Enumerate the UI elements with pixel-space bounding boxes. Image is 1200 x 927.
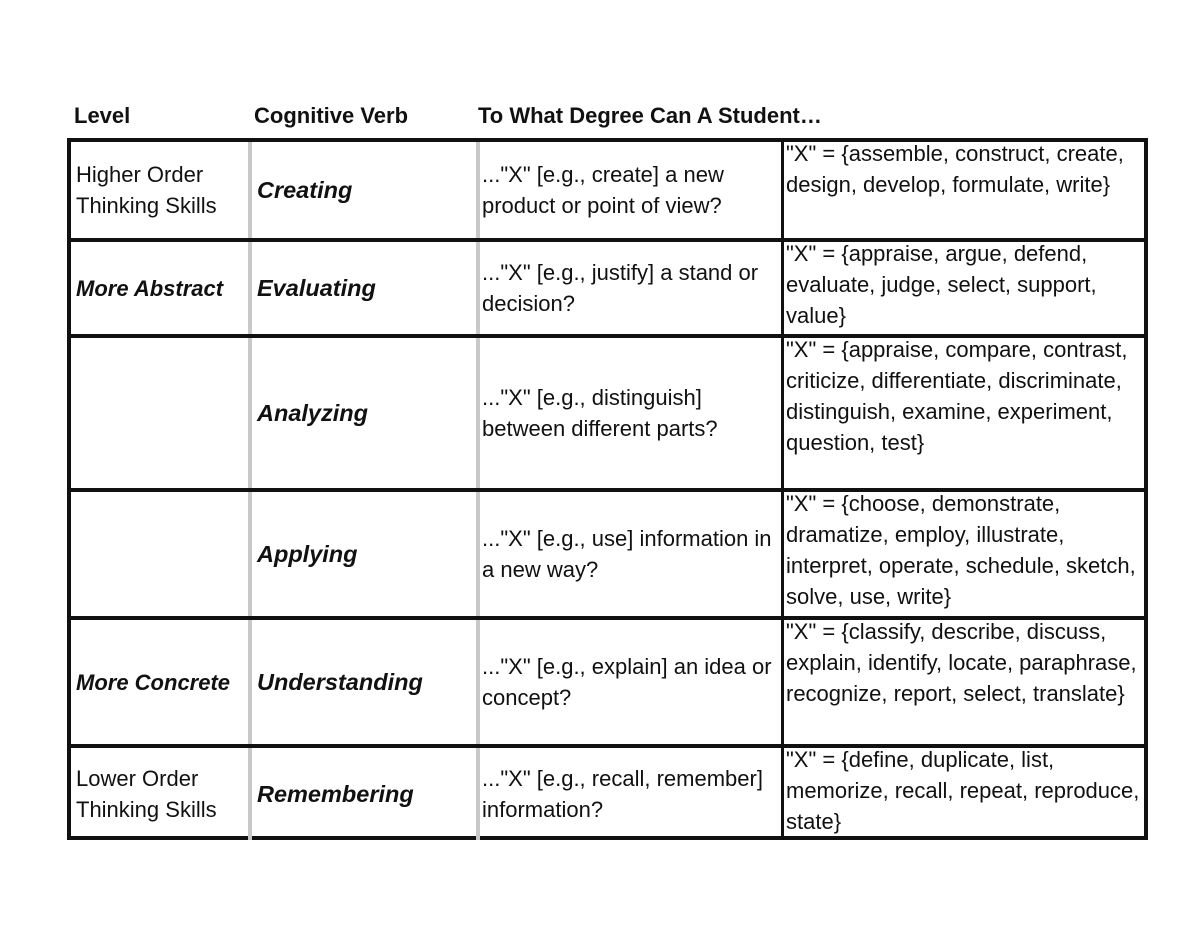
examples-cell (785, 142, 1148, 238)
verb-cell: Evaluating (257, 274, 376, 301)
table-row-understanding (71, 616, 1144, 744)
table-row-remembering (71, 744, 1144, 840)
header-degree: To What Degree Can A Student… (478, 103, 822, 128)
level-cell (71, 492, 249, 616)
examples-text: "X" = {define, duplicate, list, memorize, recall, repeat, reproduce, state} (786, 747, 1140, 834)
level-cell (71, 338, 249, 488)
examples-text: "X" = {appraise, argue, defend, evaluate, judge, select, support, value} (786, 241, 1097, 328)
degree-cell: ..."X" [e.g., recall, remember] information? (482, 766, 763, 822)
column-divider (781, 748, 784, 840)
degree-cell: ..."X" [e.g., justify] a stand or decision? (482, 260, 759, 316)
column-divider (248, 492, 252, 616)
blooms-taxonomy-table (67, 138, 1148, 840)
column-divider (476, 492, 480, 616)
level-cell: Higher Order Thinking Skills (76, 162, 217, 218)
column-divider (248, 620, 252, 744)
level-cell: Lower Order Thinking Skills (76, 766, 217, 822)
table-row-creating (71, 142, 1144, 238)
column-divider (781, 620, 784, 744)
examples-cell (785, 492, 1148, 616)
column-divider (248, 748, 252, 840)
examples-cell (785, 242, 1148, 334)
column-divider (248, 242, 252, 334)
column-divider (781, 338, 784, 488)
column-divider (476, 748, 480, 840)
verb-cell: Analyzing (257, 399, 368, 426)
degree-cell: ..."X" [e.g., use] information in a new way? (482, 526, 772, 582)
column-divider (476, 620, 480, 744)
table-row-evaluating (71, 238, 1144, 334)
examples-text: "X" = {choose, demonstrate, dramatize, employ, illustrate, interpret, operate, schedule, sketch, solve, use, write} (786, 491, 1136, 609)
column-divider (248, 338, 252, 488)
column-divider (476, 142, 480, 238)
examples-cell (785, 620, 1148, 744)
verb-cell: Remembering (257, 780, 414, 807)
degree-cell: ..."X" [e.g., create] a new product or point of view? (482, 162, 724, 218)
header-level: Level (74, 103, 131, 128)
examples-cell (785, 748, 1148, 840)
table-row-applying (71, 488, 1144, 616)
examples-text: "X" = {assemble, construct, create, design, develop, formulate, write} (786, 141, 1124, 197)
column-divider (248, 142, 252, 238)
column-divider (476, 338, 480, 488)
degree-cell: ..."X" [e.g., explain] an idea or concept? (482, 654, 772, 710)
column-divider (781, 242, 784, 334)
table-row-analyzing (71, 334, 1144, 488)
examples-text: "X" = {appraise, compare, contrast, criticize, differentiate, discriminate, distinguish, examine, experiment, question, test} (786, 337, 1128, 455)
level-cell: More Abstract (76, 275, 224, 301)
verb-cell: Applying (257, 540, 358, 567)
column-divider (781, 142, 784, 238)
verb-cell: Creating (257, 176, 353, 203)
level-cell: More Concrete (76, 669, 231, 695)
header-cognitive-verb: Cognitive Verb (254, 103, 409, 128)
degree-cell: ..."X" [e.g., distinguish] between different parts? (482, 385, 718, 441)
examples-cell (785, 338, 1148, 488)
column-divider (476, 242, 480, 334)
examples-text: "X" = {classify, describe, discuss, explain, identify, locate, paraphrase, recognize, report, select, translate} (786, 619, 1137, 706)
column-divider (781, 492, 784, 616)
verb-cell: Understanding (257, 668, 423, 695)
